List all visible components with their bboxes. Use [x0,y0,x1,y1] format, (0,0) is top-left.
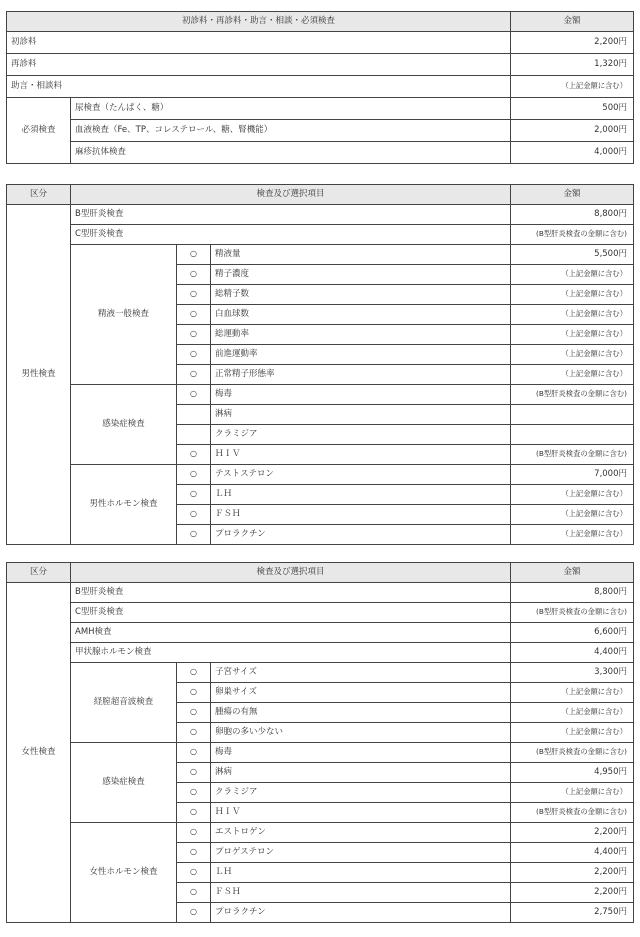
required-test-row [7,98,634,120]
test-item-price: （上記金額に含む） [511,723,634,743]
test-item-price: 7,000円 [511,465,634,485]
male-top-row [7,225,634,245]
fee-price: 1,320円 [511,54,634,76]
test-item-label: 子宮サイズ [211,663,511,683]
circle-mark-icon: ○ [177,743,211,763]
required-test-label: 尿検査（たんぱく、糖） [71,98,511,120]
test-group-label: 経膣超音波検査 [71,663,177,743]
test-item-label: ＬＨ [211,863,511,883]
test-item-label: 淋病 [211,405,511,425]
male-price-header: 金額 [511,185,634,205]
basic-header-row [7,12,634,32]
fee-price: （上記金額に含む） [511,76,634,98]
test-item-label: プロラクチン [211,903,511,923]
male-header-row [7,185,634,205]
test-price: 8,800円 [511,583,634,603]
female-top-row [7,603,634,623]
circle-mark-icon: ○ [177,485,211,505]
test-group-label: 男性ホルモン検査 [71,465,177,545]
test-item-row [7,465,634,485]
circle-mark-icon: ○ [177,843,211,863]
test-item-label: 前進運動率 [211,345,511,365]
test-item-price: （上記金額に含む） [511,345,634,365]
circle-mark-icon: ○ [177,763,211,783]
circle-mark-icon: ○ [177,305,211,325]
circle-mark-icon: ○ [177,783,211,803]
circle-mark-icon: ○ [177,245,211,265]
basic-price-header: 金額 [511,12,634,32]
test-label: C型肝炎検査 [71,225,511,245]
test-label: AMH検査 [71,623,511,643]
test-price: 6,600円 [511,623,634,643]
female-top-row [7,623,634,643]
test-item-label: エストロゲン [211,823,511,843]
female-header-row [7,563,634,583]
test-price: (B型肝炎検査の金額に含む) [511,603,634,623]
test-item-label: ＨＩＶ [211,803,511,823]
test-price: 8,800円 [511,205,634,225]
circle-mark-icon: ○ [177,505,211,525]
test-item-label: 卵胞の多い少ない [211,723,511,743]
required-test-label: 血液検査（Fe、TP、コレステロール、糖、腎機能） [71,120,511,142]
required-test-price: 2,000円 [511,120,634,142]
test-label: B型肝炎検査 [71,205,511,225]
female-price-header: 金額 [511,563,634,583]
male-top-row [7,205,634,225]
test-item-price: (B型肝炎検査の金額に含む) [511,385,634,405]
test-item-label: プロラクチン [211,525,511,545]
test-label: C型肝炎検査 [71,603,511,623]
circle-mark-icon: ○ [177,663,211,683]
basic-fee-row [7,76,634,98]
female-category-header: 区分 [7,563,71,583]
required-test-label: 麻疹抗体検査 [71,142,511,164]
test-item-price: 3,300円 [511,663,634,683]
test-item-price: （上記金額に含む） [511,305,634,325]
test-item-price: 4,400円 [511,843,634,863]
required-test-price: 500円 [511,98,634,120]
test-item-price: （上記金額に含む） [511,505,634,525]
female-tests-table [6,562,634,923]
test-item-price: （上記金額に含む） [511,683,634,703]
male-tests-table [6,184,634,545]
test-item-price: 5,500円 [511,245,634,265]
fee-price: 2,200円 [511,32,634,54]
test-item-price: （上記金額に含む） [511,365,634,385]
circle-mark-icon: ○ [177,525,211,545]
test-item-label: クラミジア [211,425,511,445]
test-item-label: 白血球数 [211,305,511,325]
test-item-label: クラミジア [211,783,511,803]
test-item-price: （上記金額に含む） [511,325,634,345]
test-item-row [7,385,634,405]
test-item-row [7,245,634,265]
test-item-price: （上記金額に含む） [511,265,634,285]
fee-label: 再診料 [7,54,511,76]
circle-mark-icon: ○ [177,325,211,345]
required-group-label: 必須検査 [7,98,71,164]
basic-fee-row [7,54,634,76]
test-item-label: ＦＳＨ [211,505,511,525]
male-category-header: 区分 [7,185,71,205]
test-group-label: 感染症検査 [71,743,177,823]
test-item-price: (B型肝炎検査の金額に含む) [511,743,634,763]
test-item-price: （上記金額に含む） [511,783,634,803]
test-item-price [511,425,634,445]
test-label: B型肝炎検査 [71,583,511,603]
test-group-label: 感染症検査 [71,385,177,465]
circle-mark-icon: ○ [177,365,211,385]
test-item-row [7,823,634,843]
circle-mark-icon: ○ [177,445,211,465]
circle-mark-icon: ○ [177,803,211,823]
circle-mark-icon: ○ [177,285,211,305]
circle-mark-icon: ○ [177,723,211,743]
circle-mark-icon: ○ [177,385,211,405]
test-item-price [511,405,634,425]
test-label: 甲状腺ホルモン検査 [71,643,511,663]
test-item-label: 梅毒 [211,385,511,405]
required-test-row [7,120,634,142]
test-item-label: テストステロン [211,465,511,485]
test-group-label: 女性ホルモン検査 [71,823,177,923]
circle-mark-icon: ○ [177,703,211,723]
test-item-label: ＬＨ [211,485,511,505]
required-test-row [7,142,634,164]
test-item-label: 正常精子形態率 [211,365,511,385]
basic-header: 初診料・再診料・助言・相談・必須検査 [7,12,511,32]
circle-mark-icon: ○ [177,683,211,703]
female-items-header: 検査及び選択項目 [71,563,511,583]
test-item-label: ＨＩＶ [211,445,511,465]
circle-mark-icon: ○ [177,823,211,843]
test-item-price: (B型肝炎検査の金額に含む) [511,445,634,465]
test-item-label: 総精子数 [211,285,511,305]
test-item-price: （上記金額に含む） [511,285,634,305]
test-item-price: （上記金額に含む） [511,485,634,505]
test-item-price: 4,950円 [511,763,634,783]
female-top-row [7,643,634,663]
test-item-price: 2,200円 [511,823,634,843]
test-item-price: 2,750円 [511,903,634,923]
male-category-label: 男性検査 [7,205,71,545]
basic-fee-row [7,32,634,54]
test-group-label: 精液一般検査 [71,245,177,385]
test-item-price: (B型肝炎検査の金額に含む) [511,803,634,823]
required-test-price: 4,000円 [511,142,634,164]
test-item-label: 淋病 [211,763,511,783]
test-item-price: 2,200円 [511,863,634,883]
male-items-header: 検査及び選択項目 [71,185,511,205]
circle-mark-icon [177,405,211,425]
circle-mark-icon: ○ [177,903,211,923]
circle-mark-icon: ○ [177,465,211,485]
test-item-label: 総運動率 [211,325,511,345]
test-item-price: （上記金額に含む） [511,703,634,723]
test-item-row [7,743,634,763]
test-item-row [7,663,634,683]
fee-label: 助言・相談料 [7,76,511,98]
circle-mark-icon: ○ [177,863,211,883]
test-price: (B型肝炎検査の金額に含む) [511,225,634,245]
circle-mark-icon [177,425,211,445]
test-item-label: 精液量 [211,245,511,265]
test-item-price: 2,200円 [511,883,634,903]
female-top-row [7,583,634,603]
circle-mark-icon: ○ [177,883,211,903]
test-item-label: 梅毒 [211,743,511,763]
test-item-label: 精子濃度 [211,265,511,285]
circle-mark-icon: ○ [177,265,211,285]
test-item-label: プロゲステロン [211,843,511,863]
test-item-label: 腫瘍の有無 [211,703,511,723]
test-item-label: 卵巣サイズ [211,683,511,703]
fee-label: 初診料 [7,32,511,54]
test-item-price: （上記金額に含む） [511,525,634,545]
test-price: 4,400円 [511,643,634,663]
circle-mark-icon: ○ [177,345,211,365]
basic-fees-table [6,11,634,164]
test-item-label: ＦＳＨ [211,883,511,903]
female-category-label: 女性検査 [7,583,71,923]
